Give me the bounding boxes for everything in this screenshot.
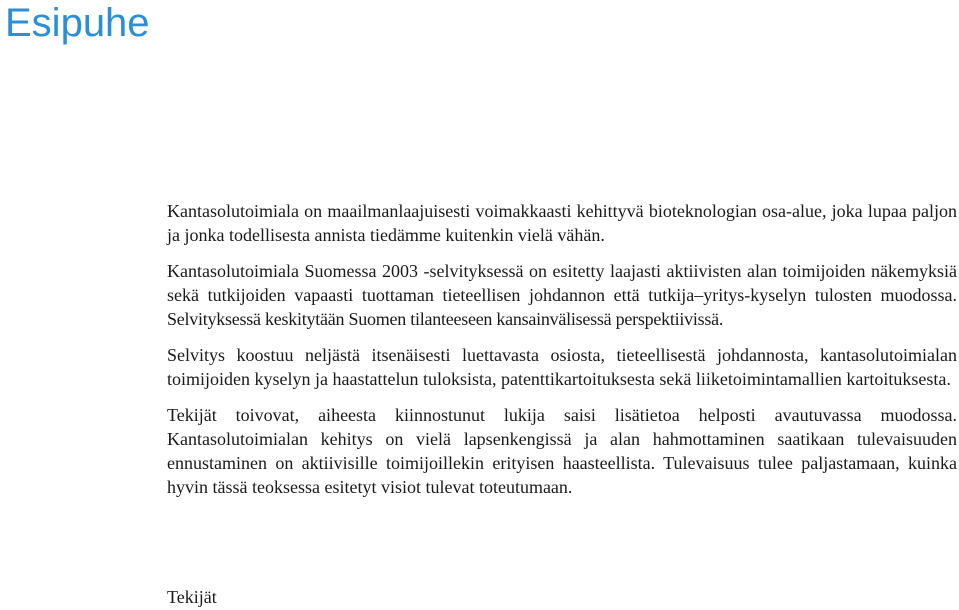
paragraph-2: Kantasolutoimiala Suomessa 2003 -selvityksessä on esitetty laajasti aktiivisten alan toimijoiden näkemyksiä sekä tutkijoiden vapaasti tuottaman tieteellisen johdannon että tutkija–yritys-kyselyn tulosten muodossa. Selvityksessä keskitytään Suomen tilanteeseen kansainvälisessä perspektiivissä. xyxy=(167,261,957,329)
paragraph-2-tail: Selvityksessä keskitytään Suomen tilanteeseen kansainvälisessä perspektiivissä. xyxy=(167,309,724,329)
preface-body xyxy=(167,199,957,511)
paragraph-3: Selvitys koostuu neljästä itsenäisesti luettavasta osiosta, tieteellisestä johdannosta, kantasolutoimialan toimijoiden kyselyn ja haastattelun tuloksista, patenttikartoituksesta sekä liiketoimintamallien kartoituksesta. xyxy=(167,345,957,389)
paragraph-1: Kantasolutoimiala on maailmanlaajuisesti voimakkaasti kehittyvä bioteknologian osa-alue, joka lupaa paljon ja jonka todellisesta annista tiedämme kuitenkin vielä vähän. xyxy=(167,201,957,245)
signature: Tekijät xyxy=(167,587,217,607)
page-title: Esipuhe xyxy=(5,1,150,45)
paragraph-4: Tekijät toivovat, aiheesta kiinnostunut lukija saisi lisätietoa helposti avautuvassa muodossa. Kantasolutoimialan kehitys on vielä lapsenkengissä ja alan hahmottaminen saatikaan tulevaisuuden ennustaminen on aktiivisille toimijoillekin erityisen haasteellista. Tulevaisuus tulee paljastamaan, kuinka hyvin tässä teoksessa esitetyt visiot tulevat toteutumaan. xyxy=(167,405,957,497)
